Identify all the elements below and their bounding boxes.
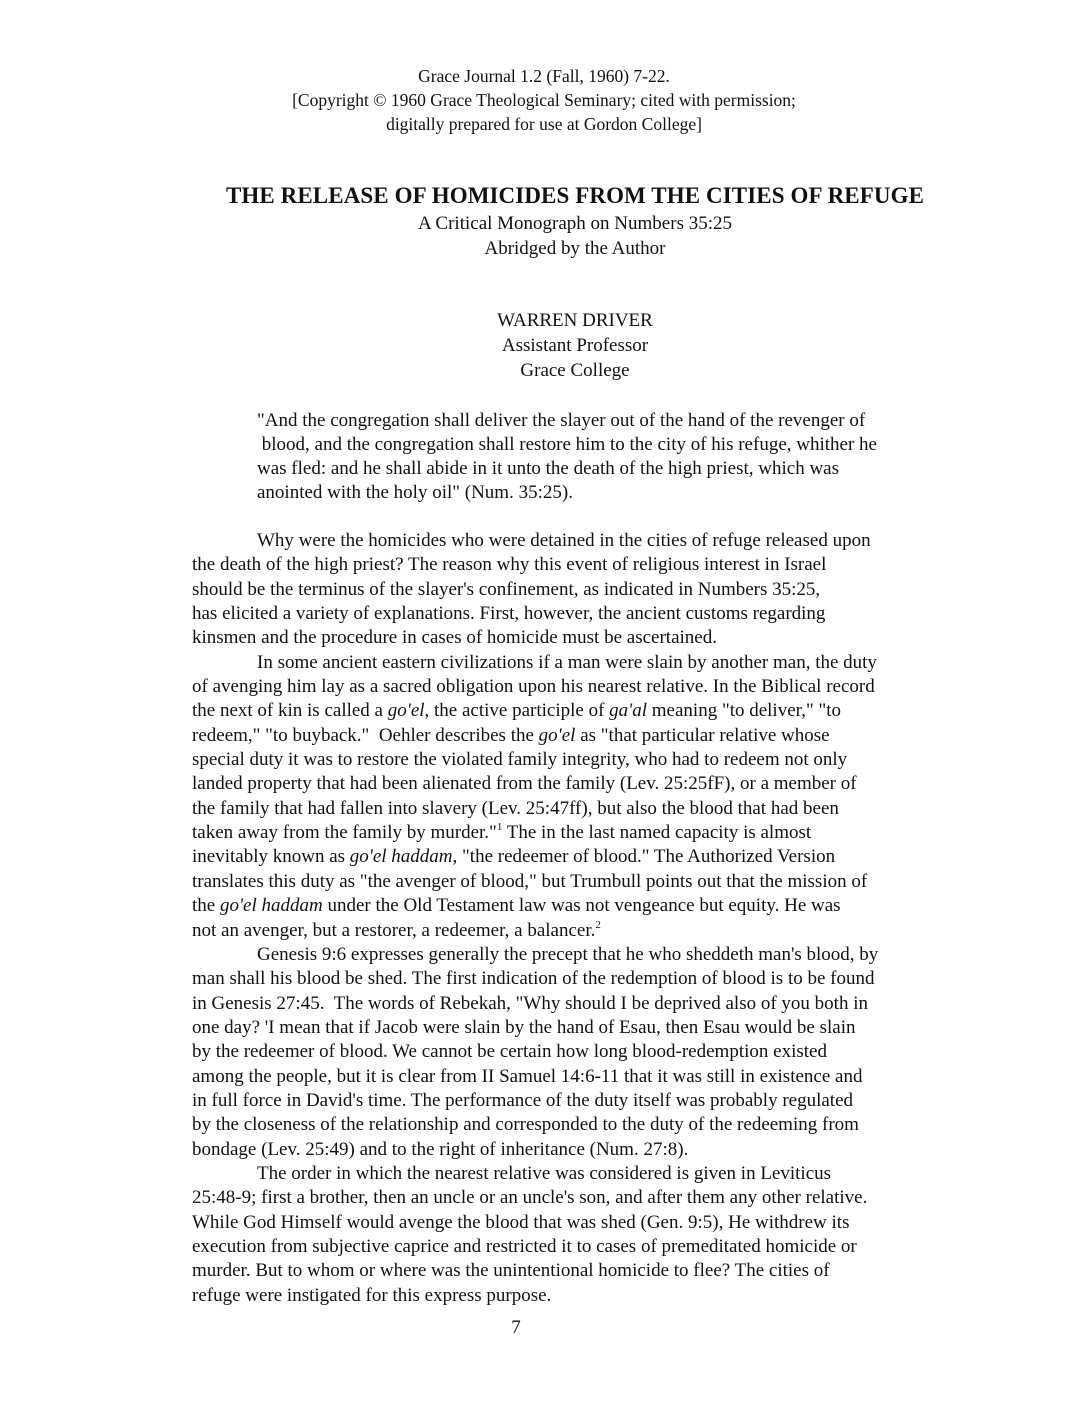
body-line: the death of the high priest? The reason why this event of religious interest in Israel: [192, 554, 827, 576]
page-number: 7: [511, 1317, 521, 1338]
body-line: special duty it was to restore the violated family integrity, who had to redeem not only: [192, 749, 848, 771]
body-line: The order in which the nearest relative was considered is given in Leviticus: [257, 1162, 832, 1184]
paragraph-2: [192, 651, 982, 943]
text-run: The in the last named capacity is almost: [502, 822, 812, 844]
body-line: [192, 845, 982, 869]
body-line: murder. But to whom or where was the unintentional homicide to flee? The cities of: [192, 1260, 830, 1282]
hebrew-term: go'el: [538, 724, 576, 746]
body-line: Genesis 9:6 expresses generally the precept that he who sheddeth man's blood, by: [257, 943, 879, 965]
body-line: in Genesis 27:45. The words of Rebekah, "Why should I be deprived also of you both in: [192, 992, 868, 1014]
text-run: not an avenger, but a restorer, a redeemer, a balancer.: [192, 919, 596, 941]
body-line: In some ancient eastern civilizations if a man were slain by another man, the duty: [257, 651, 877, 673]
body-line: among the people, but it is clear from II Samuel 14:6-11 that it was still in existence and: [192, 1065, 863, 1087]
text-run: redeem," "to buyback." Oehler describes the: [192, 724, 539, 746]
body-line: While God Himself would avenge the blood that was shed (Gen. 9:5), He withdrew its: [192, 1211, 850, 1233]
subtitle-line-1: A Critical Monograph on Numbers 35:25: [418, 213, 732, 234]
body-line: translates this duty as "the avenger of blood," but Trumbull points out that the mission of: [192, 870, 868, 892]
text-run: , "the redeemer of blood." The Authorized Version: [452, 846, 836, 868]
body-line: [192, 821, 982, 845]
hebrew-term: go'el haddam: [349, 846, 453, 868]
body-line: man shall his blood be shed. The first indication of the redemption of blood is to be found: [192, 968, 875, 990]
text-run: meaning "to deliver," "to: [647, 700, 842, 722]
body-line: the family that had fallen into slavery (Lev. 25:47ff), but also the blood that had been: [192, 797, 839, 819]
text-run: taken away from the family by murder.": [192, 822, 497, 844]
epigraph-line: "And the congregation shall deliver the slayer out of the hand of the revenger of: [257, 410, 866, 431]
article-subtitle: [0, 211, 1088, 261]
paragraph-3: [192, 943, 982, 1162]
body-line: bondage (Lev. 25:49) and to the right of inheritance (Num. 27:8).: [192, 1138, 689, 1160]
body-line: 25:48-9; first a brother, then an uncle or an uncle's son, and after them any other relative.: [192, 1187, 868, 1209]
paragraph-1: [192, 529, 982, 651]
body-line: in full force in David's time. The performance of the duty itself was probably regulated: [192, 1089, 854, 1111]
text-run: , the active participle of: [424, 700, 610, 722]
hebrew-term: ga'al: [609, 700, 648, 722]
text-run: the: [192, 895, 220, 917]
body-line: [192, 699, 982, 723]
body-line: refuge were instigated for this express purpose.: [192, 1284, 552, 1306]
body-line: Why were the homicides who were detained in the cities of refuge released upon: [257, 530, 871, 551]
article-body: [192, 529, 982, 1308]
hebrew-term: go'el: [387, 700, 425, 722]
article-title: THE RELEASE OF HOMICIDES FROM THE CITIES OF REFUGE: [225, 183, 925, 208]
body-line: [192, 724, 982, 748]
author-position: Assistant Professor: [501, 335, 649, 356]
author-block: [0, 308, 1088, 383]
journal-citation: Grace Journal 1.2 (Fall, 1960) 7-22.: [418, 66, 670, 86]
body-line: should be the terminus of the slayer's confinement, as indicated in Numbers 35:25,: [192, 578, 821, 600]
body-line: one day? 'I mean that if Jacob were slain by the hand of Esau, then Esau would be slain: [192, 1016, 856, 1038]
text-run: the next of kin is called a: [192, 700, 388, 722]
body-line: landed property that had been alienated from the family (Lev. 25:25fF), or a member of: [192, 773, 857, 795]
citation-header: [0, 64, 1088, 136]
epigraph-line: anointed with the holy oil" (Num. 35:25).: [257, 482, 573, 503]
preparation-note: digitally prepared for use at Gordon College]: [386, 114, 702, 134]
epigraph-line: blood, and the congregation shall restore him to the city of his refuge, whither he: [257, 434, 877, 455]
body-line: of avenging him lay as a sacred obligation upon his nearest relative. In the Biblical record: [192, 676, 875, 698]
copyright-notice: [Copyright © 1960 Grace Theological Seminary; cited with permission;: [292, 90, 796, 110]
epigraph-line: was fled: and he shall abide in it unto the death of the high priest, which was: [257, 458, 839, 479]
body-line: has elicited a variety of explanations. First, however, the ancient customs regarding: [192, 603, 826, 625]
author-name: WARREN DRIVER: [497, 310, 653, 331]
body-line: kinsmen and the procedure in cases of homicide must be ascertained.: [192, 627, 717, 649]
body-line: by the redeemer of blood. We cannot be certain how long blood-redemption existed: [192, 1041, 827, 1063]
body-line: execution from subjective caprice and restricted it to cases of premeditated homicide or: [192, 1235, 857, 1257]
epigraph-quote: [257, 409, 967, 505]
body-line: [192, 919, 982, 943]
body-line: [192, 894, 982, 918]
footnote-marker[interactable]: 1: [496, 821, 503, 834]
footnote-marker[interactable]: 2: [595, 918, 601, 931]
author-institution: Grace College: [520, 360, 630, 381]
text-run: under the Old Testament law was not vengeance but equity. He was: [322, 895, 841, 917]
text-run: as "that particular relative whose: [575, 724, 830, 746]
subtitle-line-2: Abridged by the Author: [484, 238, 666, 259]
text-run: inevitably known as: [192, 846, 350, 868]
body-line: by the closeness of the relationship and corresponded to the duty of the redeeming from: [192, 1114, 859, 1136]
paragraph-4: [192, 1162, 982, 1308]
hebrew-term: go'el haddam: [219, 895, 323, 917]
